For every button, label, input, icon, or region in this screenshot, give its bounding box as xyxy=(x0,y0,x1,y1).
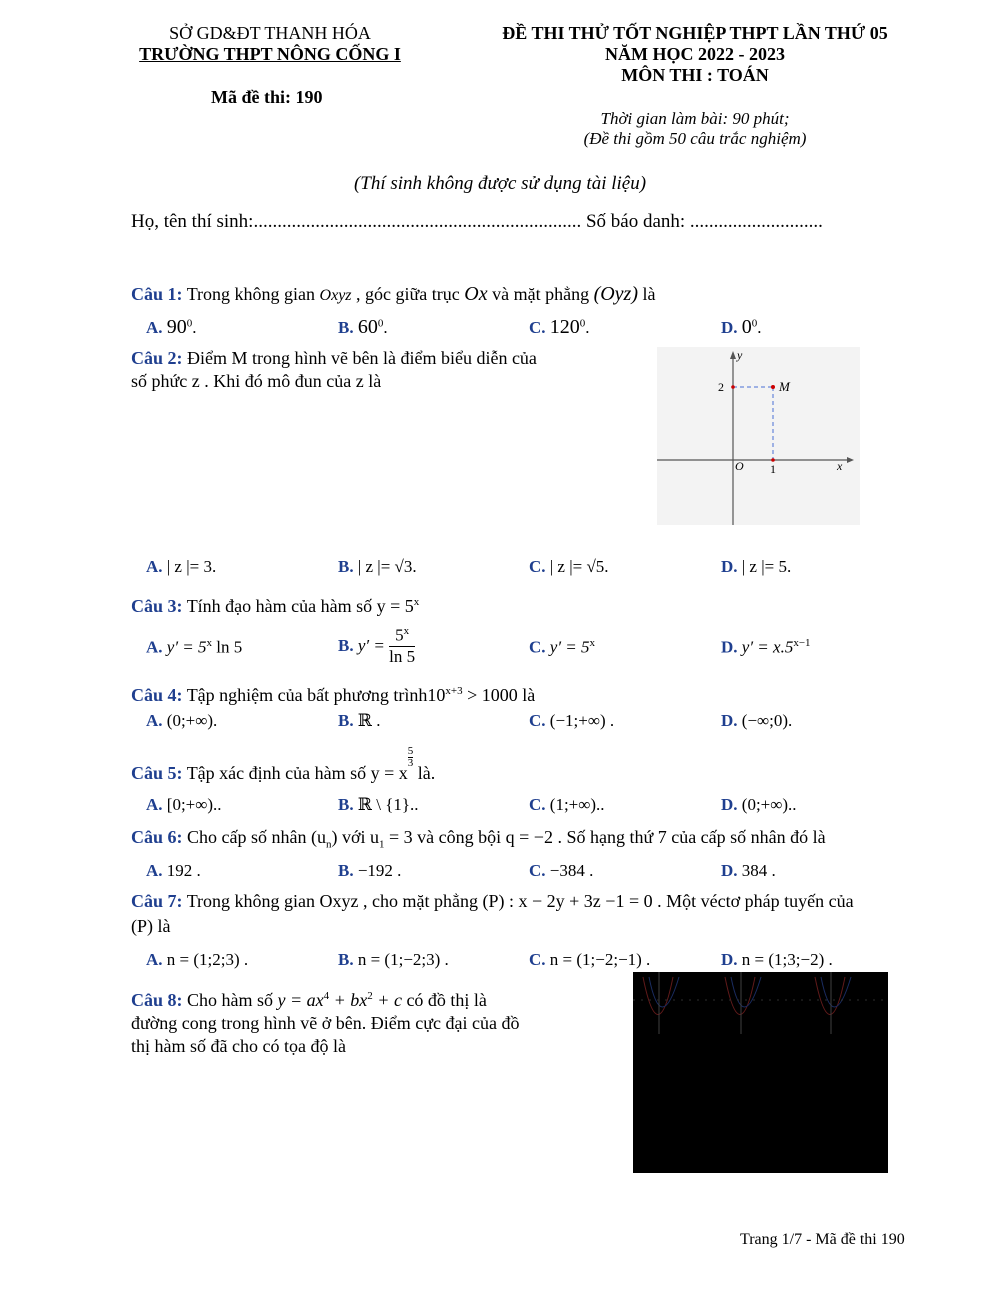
candidate-line: Họ, tên thí sinh:..................................................................... Số báo danh: ............................ xyxy=(131,211,823,232)
q1-text-d: là xyxy=(638,284,656,304)
q7-option-d: D. n = (1;3;−2) . xyxy=(721,950,833,969)
q1-option-d: D. $0^0$. xyxy=(721,316,762,338)
q8-math-1: y = ax xyxy=(277,990,324,1010)
question-7 xyxy=(131,889,854,939)
exam-time: Thời gian làm bài: 90 phút; xyxy=(600,109,790,128)
q5-option-d: D. (0;+∞).. xyxy=(721,795,797,814)
q8-line-2: đường cong trong hình vẽ ở bên. Điểm cực đại của đồ xyxy=(131,1013,520,1033)
q3-option-d: D. $y' = x.5^{x-1}$ xyxy=(721,637,811,657)
q5-tail: là. xyxy=(413,763,436,783)
q4-sup: x+3 xyxy=(445,685,463,697)
q7-option-a: A. n = (1;2;3) . xyxy=(146,950,249,969)
q6-text-2: ) với u xyxy=(331,827,380,847)
q4-expr: 10 xyxy=(427,685,446,705)
q5-exp-den: 3 xyxy=(407,757,414,769)
exam-year: NĂM HỌC 2022 - 2023 xyxy=(605,44,785,64)
q2-option-b: B. | z |= √3. xyxy=(338,557,417,576)
q1-option-b: B. $60^0$. xyxy=(338,316,388,338)
q6-option-b: B. −192 . xyxy=(338,861,402,880)
graph-y-label: y xyxy=(737,348,743,362)
q6-text: Cho cấp số nhân (u xyxy=(182,827,326,847)
question-5 xyxy=(131,746,435,785)
q3-text: Tính đạo hàm của hàm số y = 5 xyxy=(182,596,414,616)
q2-option-d: D. | z |= 5. xyxy=(721,557,792,576)
q3-option-c: C. $y' = 5^x$ xyxy=(529,637,596,657)
exam-count: (Đề thi gồm 50 câu trắc nghiệm) xyxy=(583,129,807,148)
q4-label: Câu 4: xyxy=(131,685,183,705)
exam-code: Mã đề thi: 190 xyxy=(211,87,323,107)
q5-exp-num: 5 xyxy=(407,745,414,757)
question-8: Câu 8: Cho hàm số $y = ax^4 + bx^2 + c$ có đồ thị là đường cong trong hình vẽ ở bên. Điểm cực đại của đồ thị hàm số đã cho có tọa độ là xyxy=(131,990,520,1056)
exam-title: ĐỀ THI THỬ TỐT NGHIỆP THPT LẦN THỨ 05 xyxy=(502,23,888,43)
q2-line-1: Điểm M trong hình vẽ bên là điểm biểu diễn của xyxy=(182,348,537,368)
q4-option-d: D. (−∞;0). xyxy=(721,711,793,730)
q4-option-b: B. ℝ . xyxy=(338,711,381,730)
q8-text-b: có đồ thị là xyxy=(401,990,487,1010)
q4-tail: > 1000 là xyxy=(462,685,536,705)
exam-note: (Thí sinh không được sử dụng tài liệu) xyxy=(353,173,647,194)
quartic-graph-figure xyxy=(633,972,888,1173)
q8-label: Câu 8: xyxy=(131,990,183,1010)
q3-label: Câu 3: xyxy=(131,596,183,616)
q3-option-b: B. y′ = $\frac{5^x}{\ln 5}$ xyxy=(338,625,416,666)
graph-origin-label: O xyxy=(735,459,744,473)
q1-option-a: A. $90^0$. xyxy=(146,316,197,338)
question-3 xyxy=(131,591,419,618)
question-4 xyxy=(131,680,535,707)
q1-text-b: , góc giữa trục xyxy=(351,284,465,304)
exam-subject: MÔN THI : TOÁN xyxy=(621,65,769,85)
q1-math-2: Ox xyxy=(464,283,488,305)
q2-label: Câu 2: xyxy=(131,348,183,368)
q8-math-3: + c xyxy=(372,990,402,1010)
q6-option-d: D. 384 . xyxy=(721,861,776,880)
q6-text-3: = 3 và công bội q = −2 . Số hạng thứ 7 của cấp số nhân đó là xyxy=(384,827,826,847)
q4-option-a: A. (0;+∞). xyxy=(146,711,218,730)
q6-sub: n xyxy=(326,838,332,851)
q7-label: Câu 7: xyxy=(131,891,183,911)
q4-text: Tập nghiệm của bất phương trình xyxy=(182,685,428,705)
q2-option-a: A. | z |= 3. xyxy=(146,557,217,576)
q1-text-c: và mặt phẳng xyxy=(487,284,594,304)
q8-line-3: thị hàm số đã cho có tọa độ là xyxy=(131,1036,346,1056)
header-school: TRƯỜNG THPT NÔNG CỐNG I xyxy=(139,44,401,64)
q5-option-c: C. (1;+∞).. xyxy=(529,795,605,814)
q6-option-a: A. 192 . xyxy=(146,861,201,880)
graph-tick-2: 2 xyxy=(718,380,724,394)
graph-tick-1: 1 xyxy=(770,462,776,476)
q7-line-1: Trong không gian Oxyz , cho mặt phẳng (P) : x − 2y + 3z −1 = 0 . Một véctơ pháp tuyến của xyxy=(182,891,854,911)
page-footer: Trang 1/7 - Mã đề thi 190 xyxy=(740,1231,905,1248)
q5-option-b: B. ℝ \ {1}.. xyxy=(338,795,419,814)
q6-sub-2: 1 xyxy=(379,838,385,851)
q8-text-a: Cho hàm số xyxy=(182,990,278,1010)
header-dept: SỞ GD&ĐT THANH HÓA xyxy=(169,23,371,43)
question-1 xyxy=(131,283,656,307)
q8-math-2: + bx xyxy=(329,990,368,1010)
q6-option-c: C. −384 . xyxy=(529,861,594,880)
q5-option-a: A. [0;+∞).. xyxy=(146,795,222,814)
q6-label: Câu 6: xyxy=(131,827,183,847)
complex-plane-svg xyxy=(657,347,860,525)
q5-text: Tập xác định của hàm số y = x xyxy=(182,763,408,783)
q3-option-a: A. $y' = 5^x$ ln 5 xyxy=(146,637,243,657)
question-2 xyxy=(131,347,537,393)
q1-math-1: Oxyz xyxy=(319,287,352,304)
q2-option-c: C. | z |= √5. xyxy=(529,557,609,576)
graph-x-label: x xyxy=(837,459,843,473)
question-6 xyxy=(131,826,826,857)
q7-option-c: C. n = (1;−2;−1) . xyxy=(529,950,651,969)
q3-sup: x xyxy=(413,596,420,608)
q1-text-a: Trong không gian xyxy=(182,284,320,304)
graph-point-m: M xyxy=(779,379,790,394)
q7-option-b: B. n = (1;−2;3) . xyxy=(338,950,449,969)
q1-option-c: C. $120^0$. xyxy=(529,316,590,338)
q4-option-c: C. (−1;+∞) . xyxy=(529,711,615,730)
q1-label: Câu 1: xyxy=(131,284,183,304)
q5-label: Câu 5: xyxy=(131,763,183,783)
q1-math-3: (Oyz) xyxy=(593,283,639,305)
q7-line-2: (P) là xyxy=(131,916,171,936)
quartic-graph-svg xyxy=(633,972,888,1173)
q2-line-2: số phức z . Khi đó mô đun của z là xyxy=(131,371,382,391)
complex-plane-figure xyxy=(657,347,860,525)
